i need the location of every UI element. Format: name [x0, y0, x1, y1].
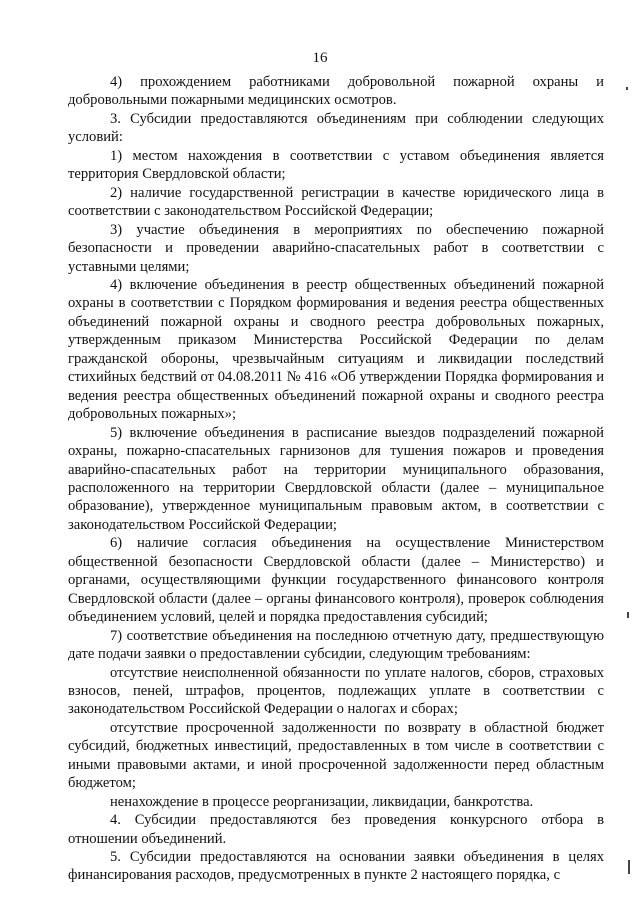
- paragraph: 5) включение объединения в расписание выездов подразделений пожарной охраны, пожарно-спасательных гарнизонов для тушения пожаров и проведения аварийно-спасательных работ на территории муниципального образования, расположенного на территории Свердловской области (далее – муниципальное образование), утвержденное муниципальным правовым актом, в соответствии с законодательством Российской Федерации;: [68, 424, 604, 533]
- paragraph: 4. Субсидии предоставляются без проведения конкурсного отбора в отношении объединений.: [68, 812, 604, 847]
- paragraph: 4) включение объединения в реестр общественных объединений пожарной охраны в соответствии с Порядком формирования и ведения реестра общественных объединений пожарной охраны и сводного реестра добровольных пожарных, утвержденным приказом Министерства Российской Федерации по делам гражданской обороны, чрезвычайным ситуациям и ликвидации последствий стихийных бедствий от 04.08.2011 № 416 «Об утверждении Порядка формирования и ведения реестра общественных объединений пожарной охраны и сводного реестра добровольных пожарных»;: [68, 276, 604, 423]
- paragraph: отсутствие просроченной задолженности по возврату в областной бюджет субсидий, бюджетных инвестиций, предоставленных в том числе в соответствии с иными правовыми актами, и иной просроченной задолженности перед областным бюджетом;: [68, 719, 604, 792]
- paragraph: 2) наличие государственной регистрации в качестве юридического лица в соответствии с законодательством Российской Федерации;: [68, 184, 604, 220]
- paragraph: 3. Субсидии предоставляются объединениям при соблюдении следующих условий:: [68, 110, 604, 146]
- paragraph: 6) наличие согласия объединения на осуществление Министерством общественной безопасности Свердловской области (далее – Министерство) и органами, осуществляющими функции государственного финансового контроля Свердловской области (далее – органы финансового контроля), проверок соблюдения объединением условий, целей и порядка предоставления субсидий;: [68, 535, 604, 626]
- paragraph: 7) соответствие объединения на последнюю отчетную дату, предшествующую дате подачи заявки о предоставлении субсидии, следующим требованиям:: [68, 627, 604, 663]
- page-number: 16: [312, 50, 328, 66]
- scan-mark: [626, 87, 628, 90]
- scan-mark: [627, 612, 629, 618]
- paragraph: 1) местом нахождения в соответствии с уставом объединения является территория Свердловской области;: [68, 147, 604, 183]
- paragraph: ненахождение в процессе реорганизации, ликвидации, банкротства.: [110, 793, 534, 810]
- scan-mark: [628, 860, 630, 874]
- paragraph: 4) прохождением работниками добровольной пожарной охраны и добровольными пожарными медицинских осмотров.: [68, 74, 604, 109]
- paragraph: 3) участие объединения в мероприятиях по обеспечению пожарной безопасности и проведении аварийно-спасательных работ в соответствии с уставными целями;: [68, 221, 604, 275]
- paragraph: 5. Субсидии предоставляются на основании заявки объединения в целях финансирования расходов, предусмотренных в пункте 2 настоящего порядка, с: [68, 849, 604, 884]
- document-body: [68, 73, 604, 885]
- paragraph: отсутствие неисполненной обязанности по уплате налогов, сборов, страховых взносов, пеней, штрафов, процентов, подлежащих уплате в соответствии с законодательством Российской Федерации о налогах и сборах;: [68, 664, 604, 718]
